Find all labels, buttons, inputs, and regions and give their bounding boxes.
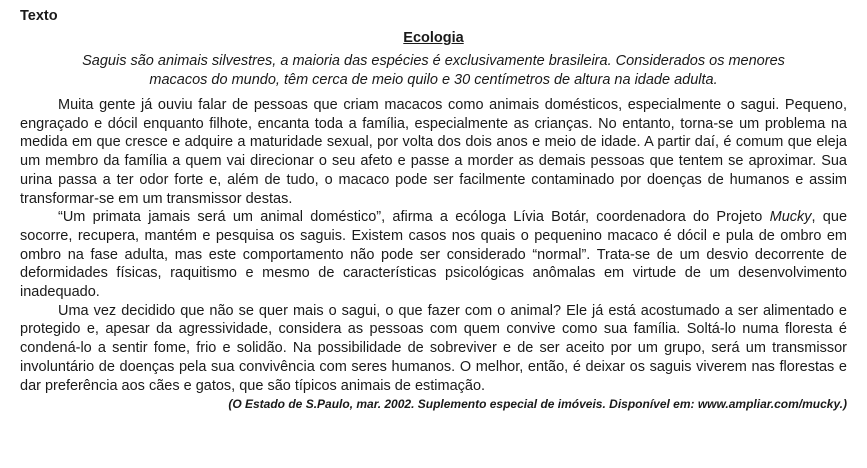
paragraph-2 xyxy=(20,208,847,302)
section-label: Texto xyxy=(20,8,58,24)
source-citation: (O Estado de S.Paulo, mar. 2002. Suplemento especial de imóveis. Disponível em: www.ampliar.com/mucky.) xyxy=(228,397,847,412)
article-body xyxy=(20,96,847,395)
article-lead: Saguis são animais silvestres, a maioria das espécies é exclusivamente brasileira. Considerados os menores macacos do mundo, têm cerca de meio quilo e 30 centímetros de altura na idade adulta. xyxy=(82,53,785,88)
article-title: Ecologia xyxy=(403,30,464,46)
paragraph-2-part-2: , que socorre, recupera, mantém e pesquisa os saguis. Existem casos nos quais o pequenino macaco é dócil e pula de ombro em ombro na fase adulta, mas este comportamento não pode ser considerado “normal”. Trata-se de um desvio decorrente de deformidades físicas, raquitismo e mesmo de características psicológicas anômalas em virtude de um desenvolvimento inadequado. xyxy=(20,209,848,301)
paragraph-3: Uma vez decidido que não se quer mais o sagui, o que fazer com o animal? Ele já está acostumado a ser alimentado e protegido e, apesar da agressividade, considera as pessoas com quem convive como sua família. Soltá-lo numa floresta é condená-lo a sentir fome, frio e solidão. Na possibilidade de sobreviver e de ser aceito por um grupo, será um transmissor involuntário de doenças pela sua convivência com seres humanos. O melhor, então, é deixar os saguis viverem nas florestas e dar preferência aos cães e gatos, que são típicos animais de estimação. xyxy=(20,302,847,394)
project-name: Mucky xyxy=(769,209,812,226)
paragraph-1: Muita gente já ouviu falar de pessoas que criam macacos como animais domésticos, especialmente o sagui. Pequeno, engraçado e dócil enquanto filhote, encanta toda a família, especialmente as crianças. No entanto, torna-se um problema na medida em que cresce e adquire a maturidade sexual, por volta dos dois anos e meio de idade. A partir daí, é comum que eleja um membro da família a quem vai direcionar o seu afeto e passe a morder as demais pessoas que tentem se aproximar. Sua urina passa a ter odor forte e, além de tudo, o macaco pode ser facilmente contaminado por doenças de humanos e assim transformar-se em um transmissor destas. xyxy=(20,97,847,207)
paragraph-2-part-1: “Um primata jamais será um animal doméstico”, afirma a ecóloga Lívia Botár, coordenadora do Projeto xyxy=(58,209,770,226)
